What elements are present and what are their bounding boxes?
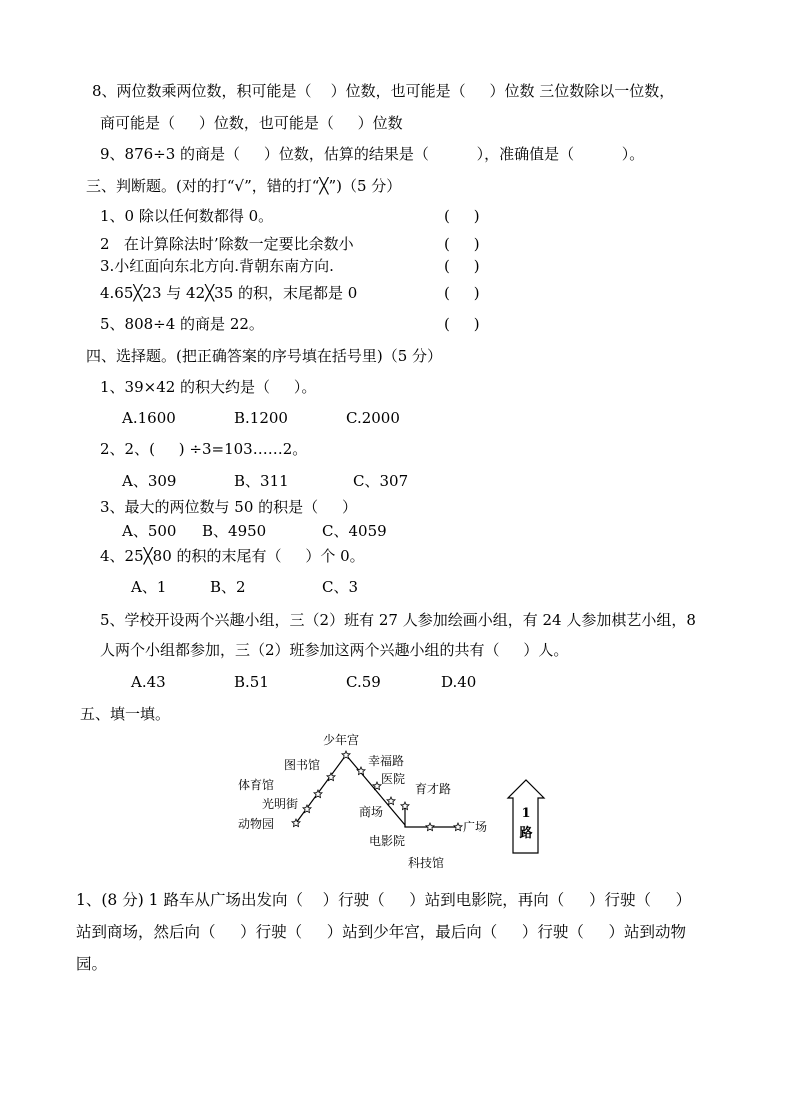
choice-q1-stem: 1、39×42 的积大约是（ ）。 — [100, 378, 317, 396]
choice-q2-option-a: A、309 — [122, 472, 177, 490]
choice-q2-option-b: B、311 — [234, 472, 289, 490]
choice-q5-line-2: 人两个小组都参加，三（2）班参加这两个兴趣小组的共有（ ）人。 — [100, 641, 569, 659]
stop-label-shangchang: 商场 — [359, 805, 384, 819]
choice-q1-option-c: C.2000 — [346, 409, 400, 427]
stop-star — [401, 802, 409, 810]
choice-q5-option-c: C.59 — [346, 673, 381, 691]
judge-item-1: 1、0 除以任何数都得 0。 — [100, 207, 274, 225]
judge-item-1-paren: ( ) — [444, 207, 480, 225]
choice-q5-option-b: B.51 — [234, 673, 269, 691]
judge-item-2: 2 在计算除法时’除数一定要比余数小 — [100, 235, 354, 253]
stop-label-dianyingyuan: 电影院 — [369, 834, 406, 848]
judge-item-3-paren: ( ) — [444, 257, 480, 275]
bus-route-map — [0, 722, 790, 882]
choice-q3-option-a: A、500 — [122, 522, 177, 540]
stop-label-guangmingjie: 光明街 — [262, 797, 299, 811]
question-8-line-2: 商可能是（ ）位数，也可能是（ ）位数 — [100, 114, 403, 132]
judge-item-4: 4.65╳23 与 42╳35 的积，末尾都是 0 — [100, 284, 358, 302]
stop-label-dongwuyuan: 动物园 — [238, 817, 275, 831]
fill-q1-line-1: 1、(8 分) 1 路车从广场出发向（ ）行驶（ ）站到电影院，再向（ ）行驶（ ） — [76, 891, 692, 909]
section-3-title: 三、判断题。(对的打“√”，错的打“╳”)（5 分） — [86, 177, 402, 195]
arrow-label-number: 1 — [521, 806, 531, 821]
choice-q1-option-a: A.1600 — [122, 409, 176, 427]
stop-star — [454, 823, 462, 831]
choice-q4-option-a: A、1 — [131, 578, 167, 596]
question-9: 9、876÷3 的商是（ ）位数，估算的结果是（ ），准确值是（ ）。 — [100, 145, 645, 163]
stop-label-yucailu: 育才路 — [415, 782, 452, 796]
stop-label-kejiguan: 科技馆 — [408, 856, 445, 870]
judge-item-2-paren: ( ) — [444, 235, 480, 253]
question-8-line-1: 8、两位数乘两位数，积可能是（ ）位数，也可能是（ ）位数 三位数除以一位数， — [92, 82, 675, 100]
choice-q4-option-c: C、3 — [322, 578, 359, 596]
choice-q5-option-d: D.40 — [441, 673, 477, 691]
section-4-title: 四、选择题。(把正确答案的序号填在括号里)（5 分） — [86, 347, 443, 365]
judge-item-5-paren: ( ) — [444, 315, 480, 333]
stop-label-guangchang: 广场 — [463, 820, 488, 834]
stop-label-yiyuan: 医院 — [381, 772, 406, 786]
judge-item-3: 3.小红面向东北方向.背朝东南方向. — [100, 257, 334, 275]
choice-q2-stem: 2、2、( ) ÷3=103……2。 — [100, 440, 308, 458]
fill-q1-line-3: 园。 — [76, 955, 108, 973]
stop-star — [357, 767, 365, 775]
choice-q4-stem: 4、25╳80 的积的末尾有（ ）个 0。 — [100, 547, 365, 565]
stop-label-tiyuguan: 体育馆 — [238, 778, 275, 792]
stop-label-shaoniangong: 少年宫 — [323, 733, 360, 747]
judge-item-5: 5、808÷4 的商是 22。 — [100, 315, 264, 333]
choice-q2-option-c: C、307 — [353, 472, 409, 490]
stop-label-xingfulu: 幸福路 — [368, 754, 405, 768]
choice-q3-option-b: B、4950 — [202, 522, 267, 540]
judge-item-4-paren: ( ) — [444, 284, 480, 302]
choice-q4-option-b: B、2 — [210, 578, 246, 596]
choice-q3-stem: 3、最大的两位数与 50 的积是（ ） — [100, 498, 358, 516]
arrow-label-road: 路 — [519, 826, 533, 841]
fill-q1-line-2: 站到商场，然后向（ ）行驶（ ）站到少年宫，最后向（ ）行驶（ ）站到动物 — [76, 923, 687, 941]
stop-label-tushuguan: 图书馆 — [284, 758, 321, 772]
stop-star — [387, 797, 395, 805]
choice-q5-line-1: 5、学校开设两个兴趣小组，三（2）班有 27 人参加绘画小组，有 24 人参加棋艺小组，8 — [100, 611, 696, 629]
choice-q3-option-c: C、4059 — [322, 522, 387, 540]
choice-q5-option-a: A.43 — [131, 673, 166, 691]
choice-q1-option-b: B.1200 — [234, 409, 288, 427]
section-5-title: 五、填一填。 — [80, 705, 171, 723]
stop-star — [426, 823, 434, 831]
